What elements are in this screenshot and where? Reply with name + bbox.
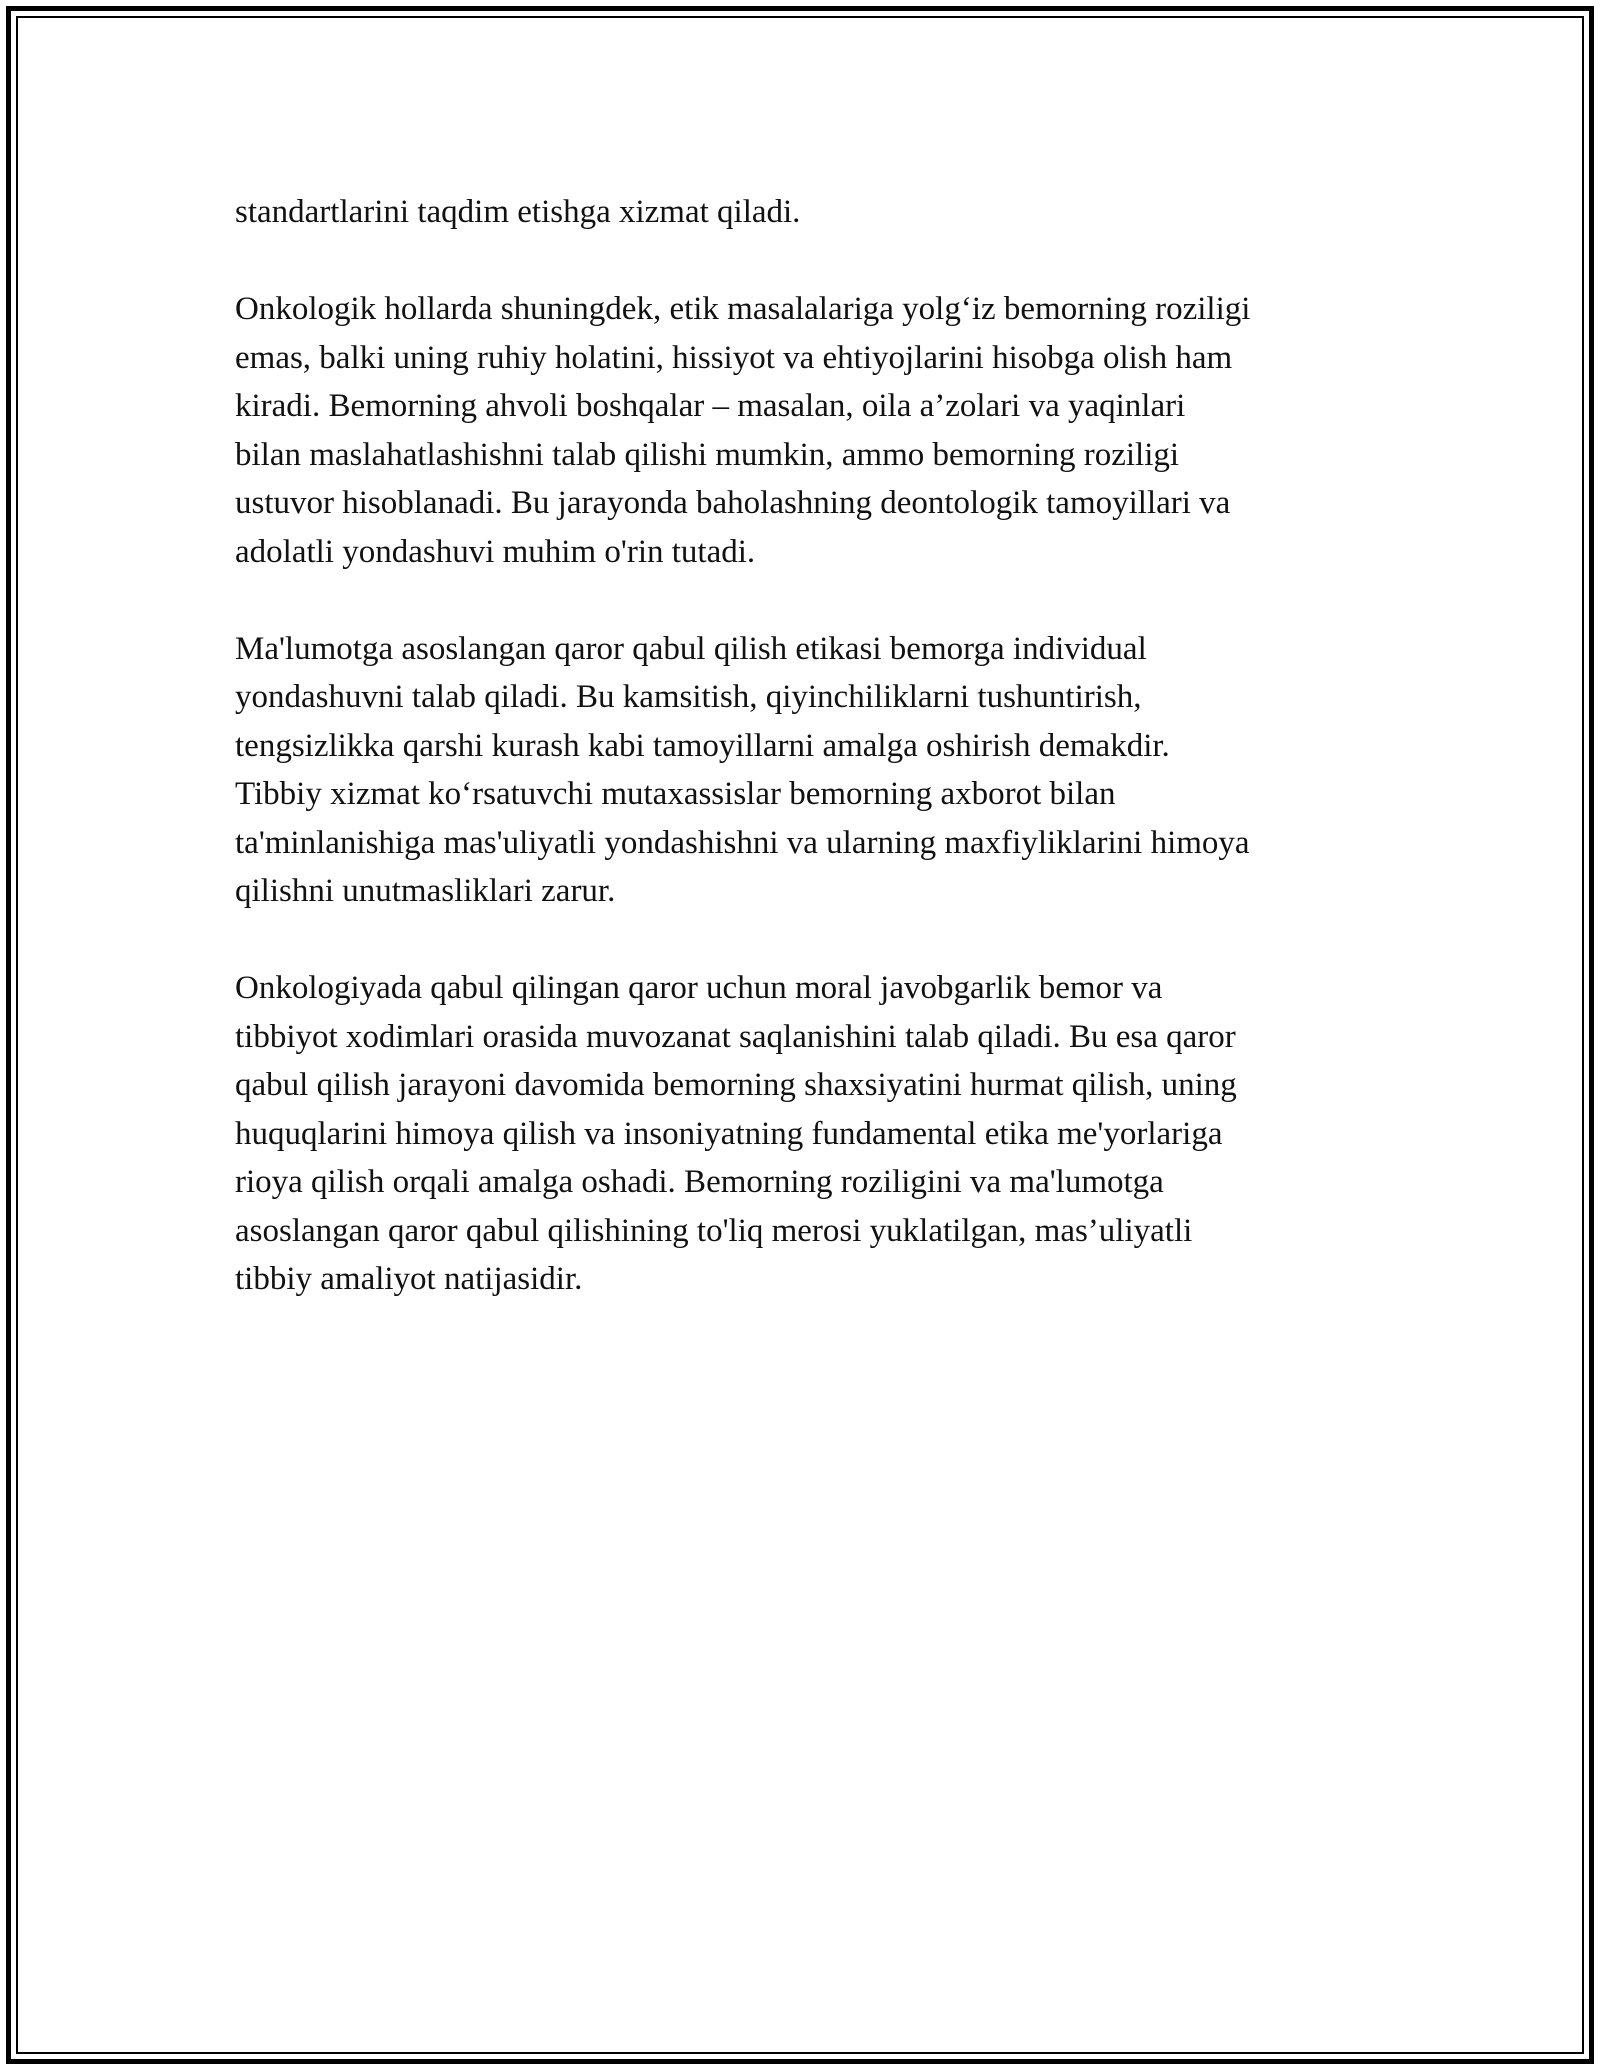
paragraph-4 xyxy=(235,964,1385,1304)
document-body xyxy=(235,188,1385,1352)
text-line: ta'minlanishiga mas'uliyatli yondashishni va ularning maxfiyliklarini himoya xyxy=(235,824,1250,861)
text-line: yondashuvni talab qiladi. Bu kamsitish, qiyinchiliklarni tushuntirish, xyxy=(235,679,1142,715)
text-line: ustuvor hisoblanadi. Bu jarayonda baholashning deontologik tamoyillari va xyxy=(235,485,1231,521)
text-line: kiradi. Bemorning ahvoli boshqalar – masalan, oila a’zolari va yaqinlari xyxy=(235,388,1186,424)
text-line: adolatli yondashuvi muhim o'rin tutadi. xyxy=(235,533,756,570)
text-line: Onkologiyada qabul qilingan qaror uchun moral javobgarlik bemor va xyxy=(235,970,1163,1006)
text-line: huquqlarini himoya qilish va insoniyatning fundamental etika me'yorlariga xyxy=(235,1115,1223,1152)
text-line: Onkologik hollarda shuningdek, etik masalalariga yolg‘iz bemorning roziligi xyxy=(235,291,1251,327)
text-line: Ma'lumotga asoslangan qaror qabul qilish etikasi bemorga individual xyxy=(235,630,1147,667)
paragraph-2 xyxy=(235,285,1385,576)
text-line: rioya qilish orqali amalga oshadi. Bemorning roziligini va ma'lumotga xyxy=(235,1164,1164,1200)
text-line: standartlarini taqdim etishga xizmat qiladi. xyxy=(235,194,801,230)
text-line: Tibbiy xizmat ko‘rsatuvchi mutaxassislar bemorning axborot bilan xyxy=(235,776,1116,812)
text-line: bilan maslahatlashishni talab qilishi mumkin, ammo bemorning roziligi xyxy=(235,436,1180,473)
text-line: tibbiy amaliyot natijasidir. xyxy=(235,1261,583,1297)
text-line: asoslangan qaror qabul qilishining to'liq merosi yuklatilgan, mas’uliyatli xyxy=(235,1212,1193,1249)
text-line: qabul qilish jarayoni davomida bemorning shaxsiyatini hurmat qilish, uning xyxy=(235,1067,1237,1103)
text-line: emas, balki uning ruhiy holatini, hissiyot va ehtiyojlarini hisobga olish ham xyxy=(235,339,1233,376)
text-line: qilishni unutmasliklari zarur. xyxy=(235,873,616,909)
paragraph-3 xyxy=(235,625,1385,916)
text-line: tengsizlikka qarshi kurash kabi tamoyillarni amalga oshirish demakdir. xyxy=(235,727,1170,764)
text-line: tibbiyot xodimlari orasida muvozanat saqlanishini talab qiladi. Bu esa qaror xyxy=(235,1018,1236,1055)
paragraph-1 xyxy=(235,188,1385,237)
